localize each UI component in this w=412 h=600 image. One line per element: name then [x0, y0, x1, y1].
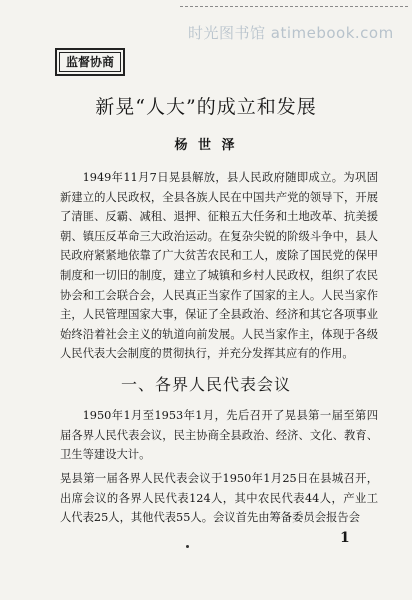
scan-speck	[186, 545, 189, 548]
section-label-box	[55, 48, 125, 76]
section-label: 监督协商	[59, 52, 121, 72]
body-paragraph: 1950年1月至1953年1月，先后召开了晃县第一届至第四届各界人民代表会议，民主协商全县政治、经济、文化、教育、卫生等建设大计。	[60, 409, 378, 462]
section-heading: 一、各界人民代表会议	[120, 375, 291, 394]
top-dashed-rule	[180, 6, 408, 7]
intro-paragraph: 1949年11月7日晃县解放，县人民政府随即成立。为巩固新建立的人民政权，全县各族人民在中国共产党的领导下，开展了清匪、反霸、减租、退押、征粮五大任务和土地改革、抗美援朝、镇压反革命三大政治运动。在复杂尖锐的阶级斗争中，县人民政府紧紧地依靠了广大贫苦农民和工人，废除了国民党的保甲制度和一切旧的制度，建立了城镇和乡村人民政权，组织了农民协会和工会联合会，人民真正当家作了国家的主人。人民当家作主，人民管理国家大事，保证了全县政治、经济和其它各项事业始终沿着社会主义的轨道向前发展。人民当家作主，体现于各级人民代表大会制度的贯彻执行，并充分发挥其应有的作用。	[60, 171, 378, 361]
body-paragraph: 晃县第一届各界人民代表会议于1950年1月25日在县城召开，出席会议的各界人民代表124人，其中农民代表44人，产业工人代表25人，其他代表55人。会议首先由筹备委员会报告会	[60, 472, 378, 525]
watermark-text: 时光图书馆 atimebook.com	[188, 24, 394, 42]
article-author: 杨 世 泽	[174, 138, 238, 153]
article-title: 新晃“人大”的成立和发展	[95, 96, 317, 118]
page-number: 1	[340, 530, 350, 546]
